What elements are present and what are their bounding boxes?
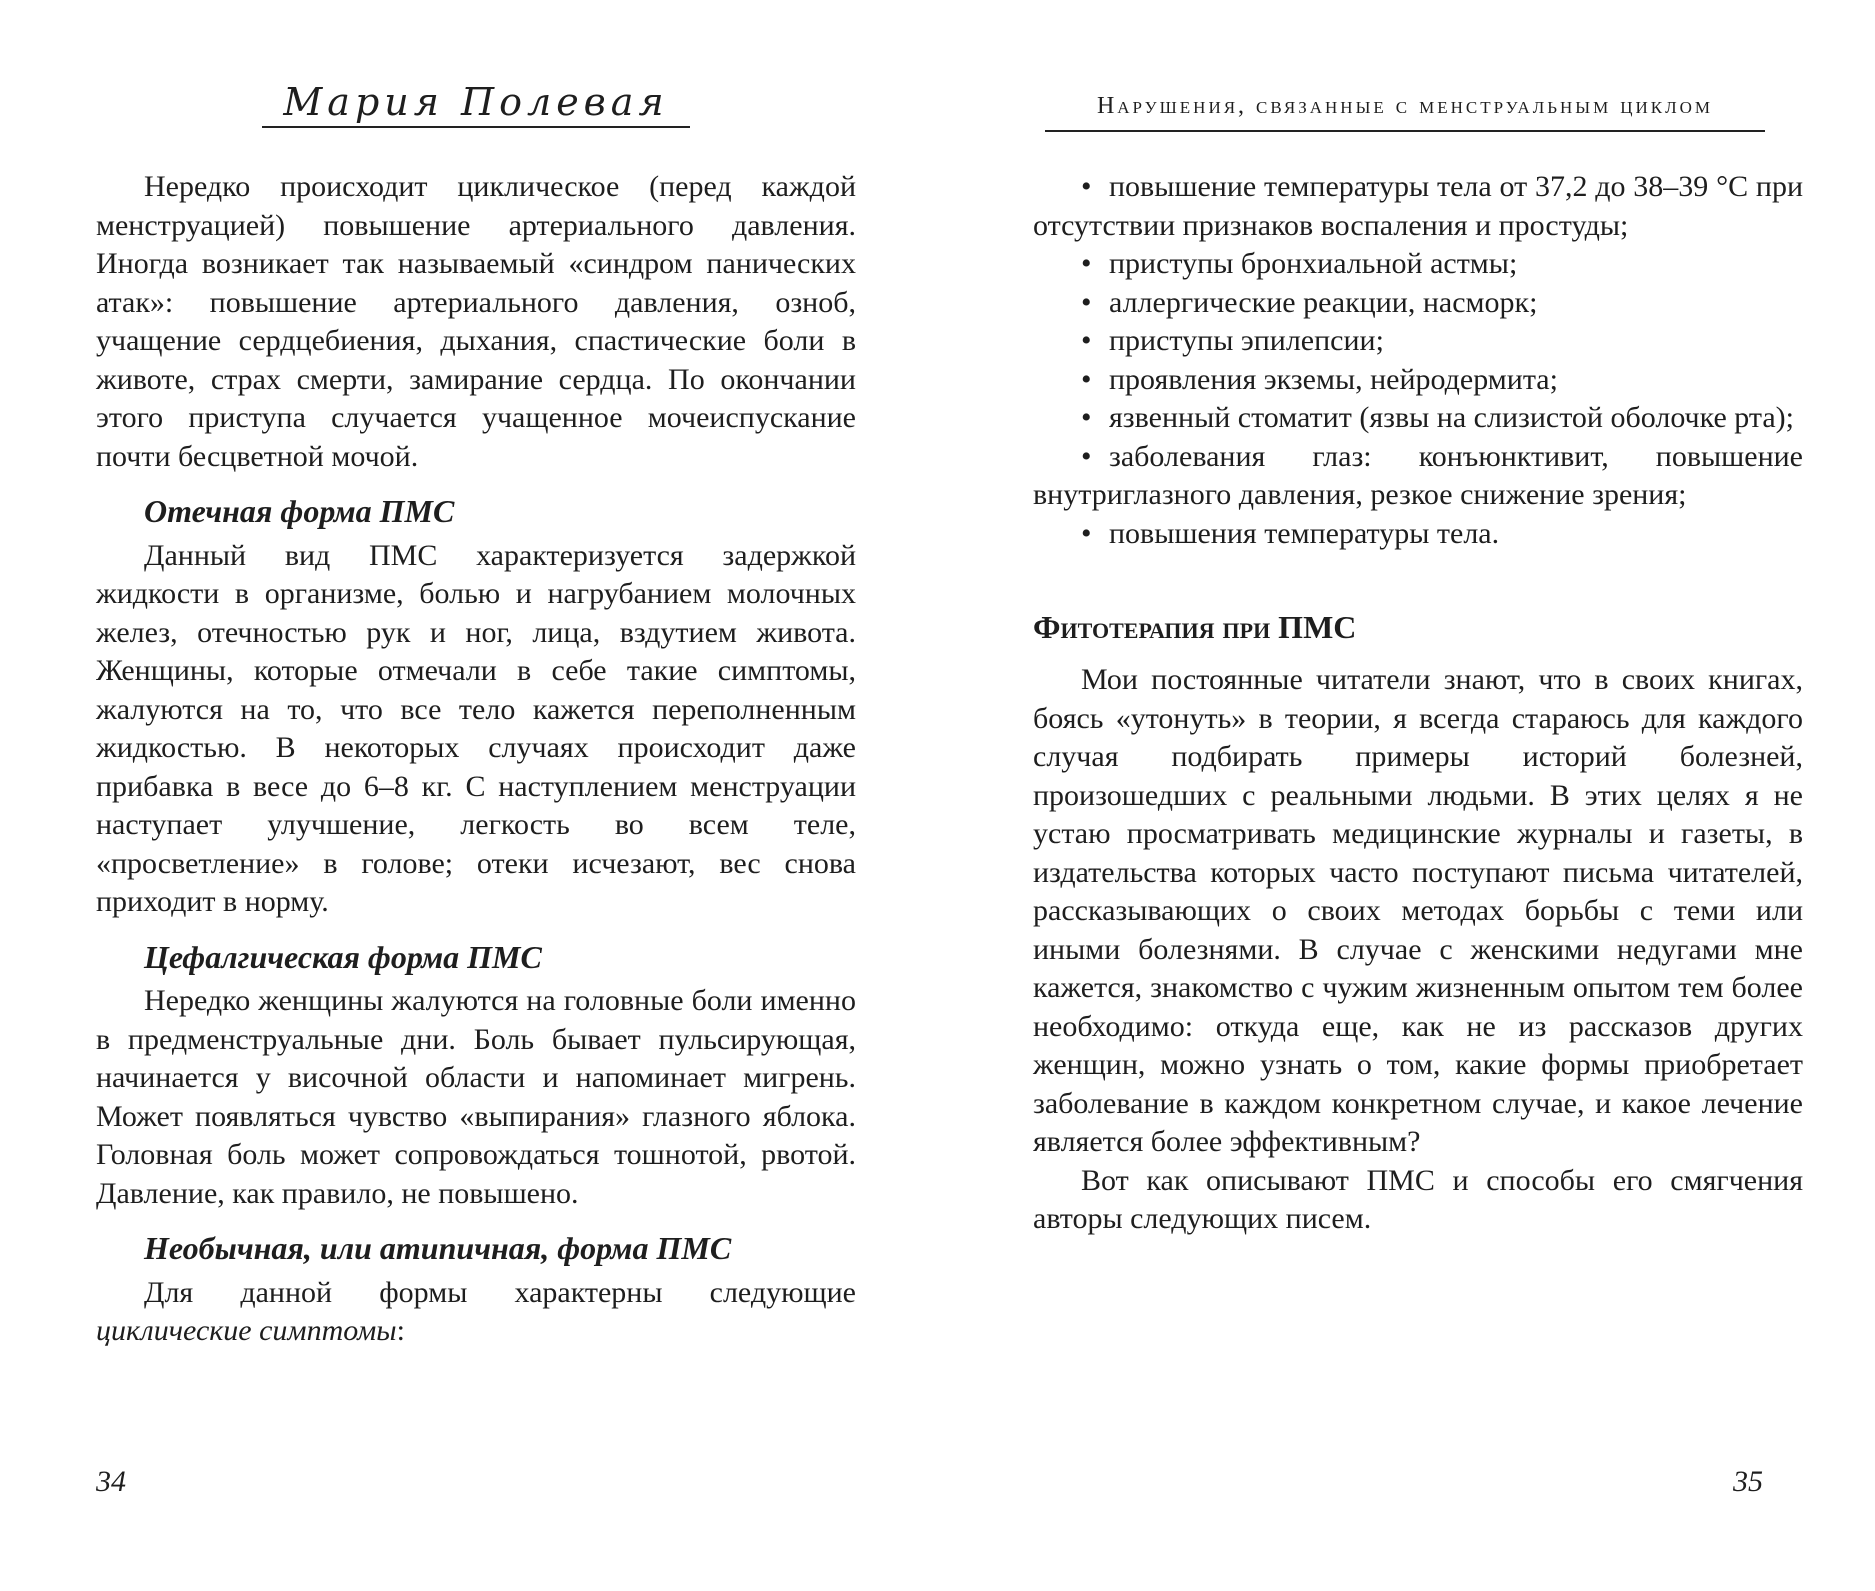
bullet-icon: • — [1081, 324, 1092, 357]
page-number-left: 34 — [96, 1465, 126, 1498]
paragraph-letters-intro: Вот как описывают ПМС и способы его смягчения авторы следующих писем. — [1033, 1163, 1803, 1235]
list-item — [1033, 322, 1803, 361]
atypical-colon: : — [396, 1314, 405, 1347]
atypical-intro-text: Для данной формы характерны следующие — [144, 1275, 856, 1309]
bullet-icon: • — [1081, 247, 1092, 280]
list-item-text: аллергические реакции, насморк; — [1109, 285, 1538, 319]
subhead-edema-form: Отечная форма ПМС — [144, 493, 455, 529]
subhead-cephalgic-form: Цефалгическая форма ПМС — [144, 938, 542, 975]
running-head-left — [262, 80, 690, 128]
list-item-text: приступы эпилепсии; — [1109, 324, 1384, 357]
bullet-icon: • — [1081, 170, 1092, 203]
paragraph-blood-pressure: Нередко происходит циклическое (перед каждой менструацией) повышение артериального давления. Иногда возникает так называемый «синдром панических атак»: повышение артериального давления, озноб, учащение сердцебиения, дыхания, спастические боли в животе, страх смерти, замирание сердца. По окончании этого приступа случается учащенное мочеиспускание почти бесцветной мочой. — [96, 170, 856, 473]
list-item-text: повышения температуры тела. — [1109, 516, 1500, 550]
bullet-icon: • — [1081, 362, 1092, 396]
section-heading-phytotherapy: Фитотерапия при ПМС — [1033, 609, 1357, 645]
paragraph-readers: Мои постоянные читатели знают, что в своих книгах, боясь «утонуть» в теории, я всегда стараюсь для каждого случая подбирать примеры историй болезней, произошедших с реальными людьми. В этих целях я не устаю просматривать медицинские журналы и газеты, в издательства которых часто поступают письма читателей, рассказывающих о своих методах борьбы с теми или иными болезнями. В случае с женскими недугами мне кажется, знакомство с чужим жизненным опытом тем более необходимо: откуда еще, как не из рассказов других женщин, можно узнать о том, какие формы приобретает заболевание в каждом конкретном случае, и какое лечение является более эффективным? — [1033, 663, 1803, 1158]
list-item-text: проявления экземы, нейродермита; — [1109, 362, 1558, 396]
bullet-icon: • — [1081, 285, 1092, 319]
author-name: Мария Полевая — [283, 80, 669, 124]
right-page — [937, 0, 1875, 1591]
bullet-icon: • — [1081, 439, 1092, 473]
header-rule-right — [1045, 130, 1765, 132]
running-head-right — [1045, 80, 1765, 132]
list-item — [1033, 399, 1803, 438]
list-item — [1033, 438, 1803, 515]
paragraph-edema-form: Данный вид ПМС характеризуется задержкой жидкости в организме, болью и нагрубанием молочных желез, отечностью рук и ног, лица, вздутием живота. Женщины, которые отмечали в себе такие симптомы, жалуются на то, что все тело кажется переполненным жидкостью. В некоторых случаях происходит даже прибавка в весе до 6–8 кг. С наступлением менструации наступает улучшение, легкость во всем теле, «просветление» в голове; отеки исчезают, вес снова приходит в норму. — [96, 538, 856, 918]
list-item-text: язвенный стоматит (язвы на слизистой оболочке рта); — [1109, 401, 1795, 434]
list-item — [1033, 515, 1803, 554]
bullet-icon: • — [1081, 401, 1092, 434]
atypical-emphasis-text: циклические симптомы — [96, 1314, 397, 1347]
list-item — [1033, 284, 1803, 323]
chapter-title: Нарушения, связанные с менструальным циклом — [1096, 93, 1714, 119]
list-item — [1033, 168, 1803, 245]
paragraph-cephalgic-form: Нередко женщины жалуются на головные боли именно в предменструальные дни. Боль бывает пульсирующая, начинается у височной области и напоминает мигрень. Может появляться чувство «выпирания» глазного яблока. Головная боль может сопровождаться тошнотой, рвотой. Давление, как правило, не повышено. — [96, 984, 856, 1210]
list-item — [1033, 361, 1803, 400]
bullet-icon: • — [1081, 516, 1092, 550]
list-item-text: приступы бронхиальной астмы; — [1109, 247, 1518, 280]
subhead-atypical-form: Необычная, или атипичная, форма ПМС — [144, 1230, 732, 1266]
header-rule-left — [262, 126, 690, 128]
list-item-text: повышение температуры тела от 37,2 до 38–39 °С при отсутствии признаков воспаления и простуды; — [1033, 170, 1803, 242]
page-number-right: 35 — [1733, 1465, 1763, 1498]
left-page — [0, 0, 937, 1591]
right-text-column — [1033, 168, 1803, 1239]
symptom-list — [1033, 168, 1803, 553]
left-text-column — [96, 168, 856, 1351]
list-item-text: заболевания глаз: конъюнктивит, повышение внутриглазного давления, резкое снижение зрения; — [1033, 439, 1803, 511]
paragraph-atypical-form — [96, 1274, 856, 1351]
list-item — [1033, 245, 1803, 284]
